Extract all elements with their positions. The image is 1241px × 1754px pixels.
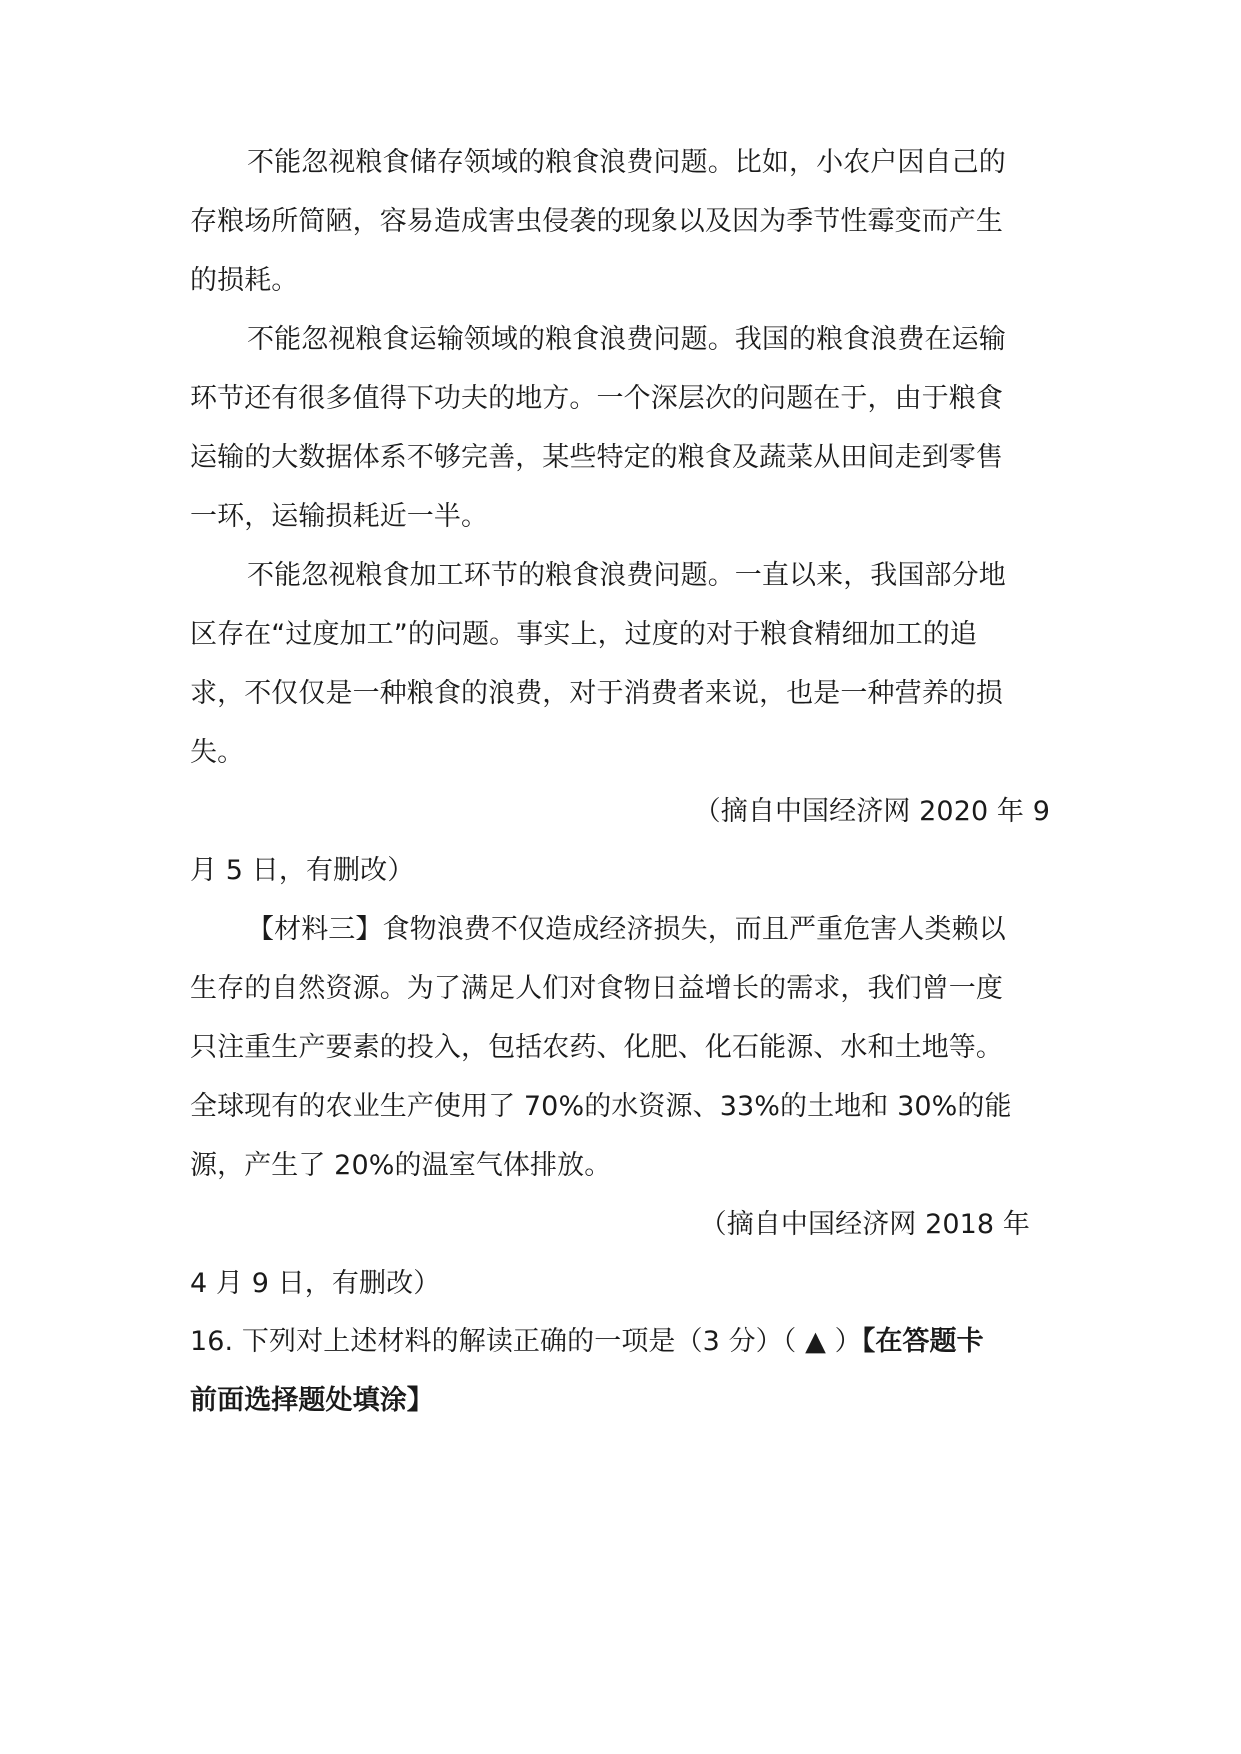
paragraph-line: 运输的大数据体系不够完善，某些特定的粮食及蔬菜从田间走到零售 (190, 442, 1003, 473)
paragraph-line: 环节还有很多值得下功夫的地方。一个深层次的问题在于，由于粮食 (190, 383, 1003, 414)
paragraph-line: 不能忽视粮食运输领域的粮食浪费问题。我国的粮食浪费在运输 (247, 324, 1006, 355)
source-citation: 月 5 日，有删改） (190, 855, 415, 886)
paragraph-line: 的损耗。 (190, 265, 299, 296)
paragraph-line: 生存的自然资源。为了满足人们对食物日益增长的需求，我们曾一度 (190, 973, 1003, 1004)
paragraph-line: 只注重生产要素的投入，包括农药、化肥、化石能源、水和土地等。 (190, 1032, 1003, 1063)
paragraph-line: 不能忽视粮食加工环节的粮食浪费问题。一直以来，我国部分地 (247, 560, 1006, 591)
paragraph-line: 失。 (190, 737, 245, 768)
source-citation: 4 月 9 日，有删改） (190, 1268, 441, 1299)
paragraph-line: 【材料三】食物浪费不仅造成经济损失，而且严重危害人类赖以 (247, 914, 1006, 945)
paragraph-line: 区存在“过度加工”的问题。事实上，过度的对于粮食精细加工的追 (190, 619, 977, 650)
question-instruction: 前面选择题处填涂】 (190, 1385, 434, 1416)
paragraph-line: 一环，运输损耗近一半。 (190, 501, 489, 532)
question-16 (190, 1322, 1050, 1362)
question-text: 16. 下列对上述材料的解读正确的一项是（3 分）（ ▲ ） (190, 1326, 862, 1357)
paragraph-line: 不能忽视粮食储存领域的粮食浪费问题。比如，小农户因自己的 (247, 147, 1006, 178)
question-instruction: 【在答题卡 (861, 1326, 984, 1357)
paragraph-line: 全球现有的农业生产使用了 70%的水资源、33%的土地和 30%的能 (190, 1091, 1012, 1122)
paragraph-line: 源，产生了 20%的温室气体排放。 (190, 1150, 612, 1181)
paragraph-line: 存粮场所简陋，容易造成害虫侵袭的现象以及因为季节性霉变而产生 (190, 206, 1003, 237)
source-citation: （摘自中国经济网 2020 年 9 (693, 796, 1050, 827)
paragraph-line: 求，不仅仅是一种粮食的浪费，对于消费者来说，也是一种营养的损 (190, 678, 1003, 709)
source-citation: （摘自中国经济网 2018 年 (699, 1209, 1030, 1240)
